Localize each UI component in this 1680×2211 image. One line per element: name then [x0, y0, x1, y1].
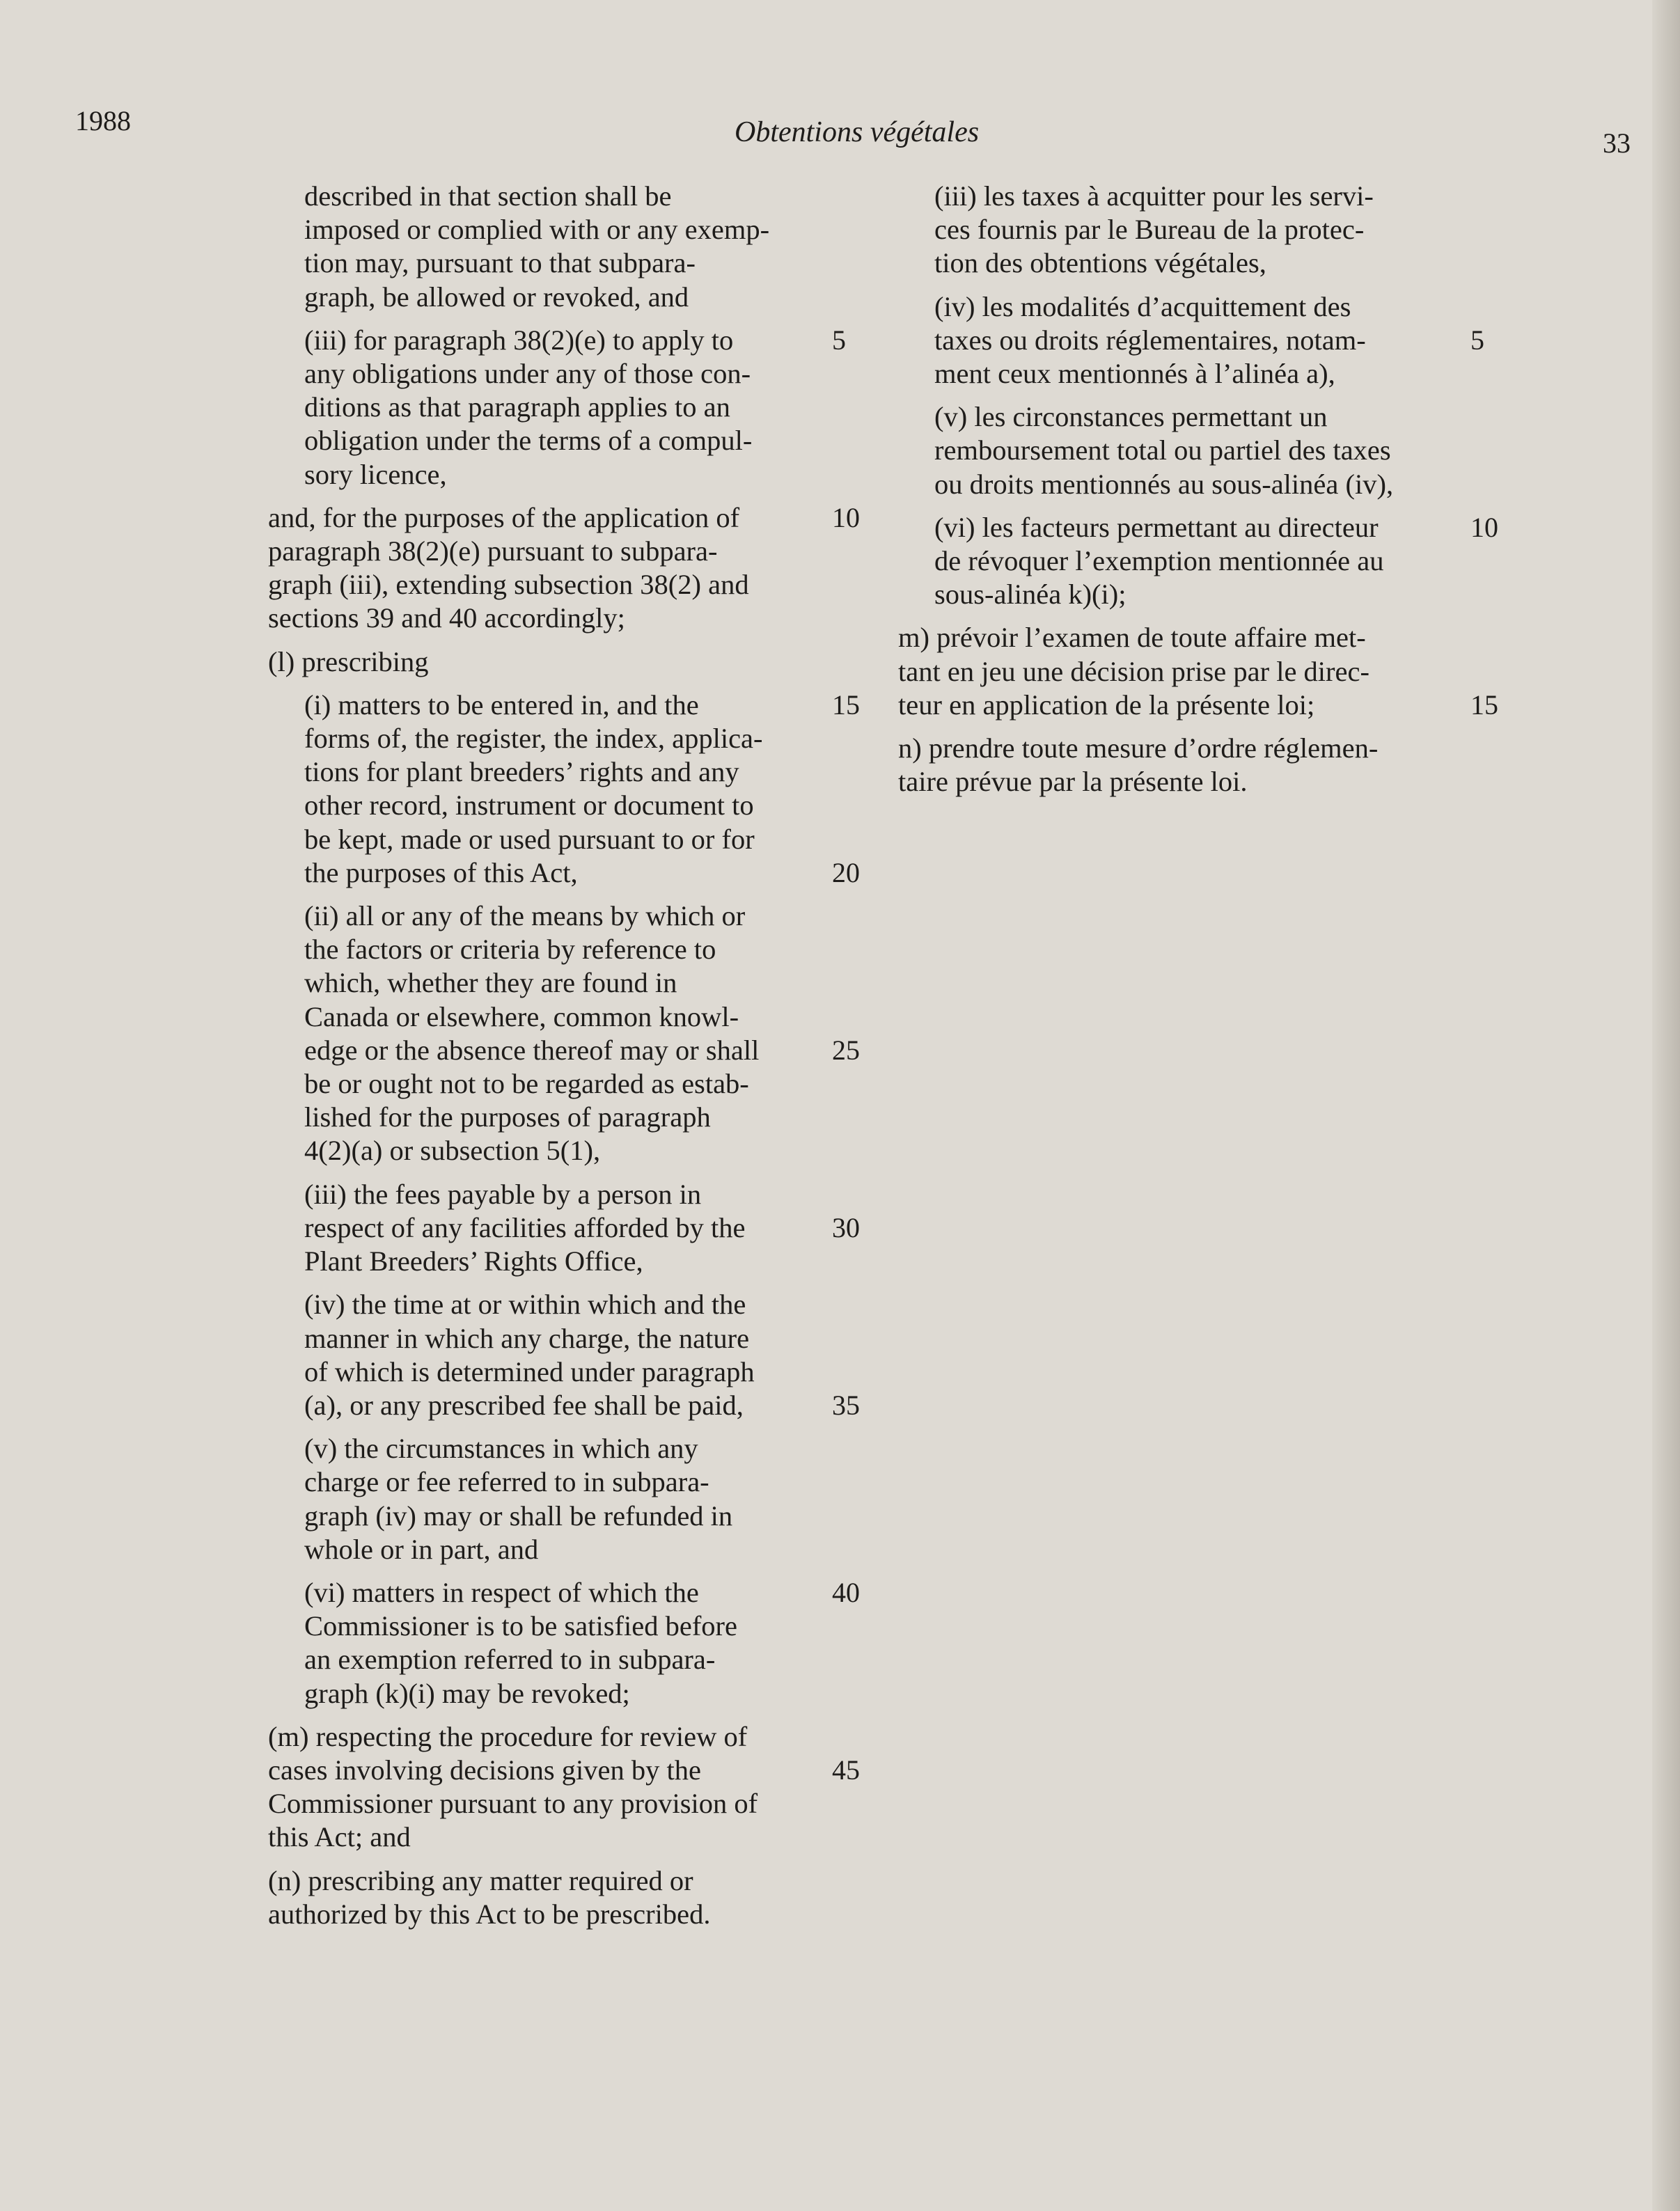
text-line [268, 535, 825, 568]
line-text: (l) prescribing [268, 645, 429, 677]
line-number: 45 [832, 1754, 860, 1786]
text-line [304, 1000, 825, 1034]
line-text: taire prévue par la présente loi. [898, 766, 1248, 798]
line-number: 5 [832, 324, 846, 356]
line-text: (vi) les facteurs permettant au directeur [934, 511, 1379, 543]
english-paragraph [268, 899, 860, 1168]
line-number: 20 [832, 856, 860, 888]
line-text: (v) les circonstances permettant un [934, 401, 1328, 433]
english-paragraph [268, 1720, 860, 1855]
text-line [934, 511, 1498, 544]
text-line [268, 1898, 825, 1931]
text-line [304, 823, 825, 856]
text-line [304, 755, 825, 789]
text-line [934, 544, 1455, 578]
line-text: manner in which any charge, the nature [304, 1322, 750, 1354]
text-line [268, 1754, 860, 1787]
line-text: graph (k)(i) may be revoked; [304, 1677, 630, 1709]
line-text: this Act; and [268, 1821, 411, 1853]
line-text: 4(2)(a) or subsection 5(1), [304, 1135, 601, 1167]
line-text: tion des obtentions végétales, [934, 247, 1266, 279]
line-text: (iii) les taxes à acquitter pour les servi- [934, 180, 1374, 212]
line-text: (iii) the fees payable by a person in [304, 1178, 702, 1210]
text-line [898, 689, 1498, 722]
line-text: described in that section shall be [304, 180, 672, 212]
line-text: Canada or elsewhere, common knowl- [304, 1000, 739, 1032]
text-line [304, 689, 860, 722]
text-line [304, 180, 825, 213]
english-paragraph [268, 1864, 825, 1931]
line-text: be kept, made or used pursuant to or for [304, 823, 755, 855]
text-line [304, 1211, 860, 1245]
french-paragraph [898, 400, 1455, 501]
text-line [304, 1500, 825, 1533]
line-text: tions for plant breeders’ rights and any [304, 756, 739, 788]
text-line [304, 1245, 825, 1278]
line-text: an exemption referred to in subpara- [304, 1644, 716, 1676]
line-text: (m) respecting the procedure for review of [268, 1720, 748, 1752]
text-line [268, 1720, 825, 1754]
line-text: graph (iv) may or shall be refunded in [304, 1500, 733, 1532]
running-head-year: 1988 [75, 105, 131, 136]
text-line [304, 1178, 825, 1211]
line-text: authorized by this Act to be prescribed. [268, 1898, 711, 1930]
text-line [304, 391, 825, 424]
line-text: edge or the absence thereof may or shall [304, 1034, 760, 1066]
text-line [304, 789, 825, 822]
line-number: 40 [832, 1576, 860, 1608]
line-text: Commissioner is to be satisfied before [304, 1610, 738, 1642]
line-text: other record, instrument or document to [304, 789, 754, 821]
text-line [304, 324, 846, 357]
text-line [304, 213, 825, 246]
running-head-title: Obtentions végétales [735, 116, 980, 148]
french-paragraph [898, 621, 1498, 722]
line-text: ditions as that paragraph applies to an [304, 391, 730, 423]
text-line [268, 601, 825, 635]
text-line [898, 765, 1455, 798]
line-text: graph, be allowed or revoked, and [304, 281, 689, 313]
line-text: cases involving decisions given by the [268, 1754, 702, 1786]
text-line [304, 1432, 825, 1465]
line-number: 35 [832, 1389, 860, 1421]
line-text: respect of any facilities afforded by the [304, 1211, 746, 1243]
line-text: Plant Breeders’ Rights Office, [304, 1245, 643, 1277]
line-text: whole or in part, and [304, 1533, 539, 1565]
line-number: 10 [832, 501, 860, 533]
line-text: any obligations under any of those con- [304, 358, 751, 390]
text-line [304, 1643, 825, 1676]
text-line [934, 434, 1455, 467]
line-text: lished for the purposes of paragraph [304, 1101, 711, 1133]
line-text: sous-alinéa k)(i); [934, 579, 1126, 611]
text-line [304, 1576, 860, 1610]
line-text: (ii) all or any of the means by which or [304, 900, 746, 932]
text-line [304, 1034, 860, 1067]
text-line [934, 290, 1455, 324]
line-text: (a), or any prescribed fee shall be paid, [304, 1389, 744, 1421]
line-text: the purposes of this Act, [304, 856, 578, 888]
text-line [304, 933, 825, 966]
english-paragraph [268, 689, 860, 890]
line-text: forms of, the register, the index, applica- [304, 723, 763, 755]
line-text: ment ceux mentionnés à l’alinéa a), [934, 358, 1335, 390]
line-text: (n) prescribing any matter required or [268, 1864, 693, 1896]
text-line [304, 1134, 825, 1167]
text-line [898, 732, 1455, 765]
english-text-column [268, 180, 860, 1941]
line-text: teur en application de la présente loi; [898, 689, 1315, 721]
line-text: m) prévoir l’examen de toute affaire met- [898, 622, 1366, 654]
text-line [934, 357, 1455, 391]
text-line [268, 1820, 825, 1854]
text-line [268, 645, 825, 679]
line-text: sections 39 and 40 accordingly; [268, 602, 625, 634]
text-line [268, 568, 825, 601]
text-line [934, 578, 1455, 611]
line-text: paragraph 38(2)(e) pursuant to subpara- [268, 535, 718, 567]
text-line [304, 722, 825, 755]
line-text: tion may, pursuant to that subpara- [304, 247, 696, 279]
line-text: obligation under the terms of a compul- [304, 425, 753, 457]
french-paragraph [898, 290, 1484, 391]
text-line [268, 501, 860, 535]
text-line [304, 1465, 825, 1499]
line-number: 5 [1470, 324, 1484, 356]
text-line [934, 213, 1455, 246]
english-paragraph [268, 1432, 825, 1566]
line-text: (iv) les modalités d’acquittement des [934, 290, 1351, 322]
text-line [304, 1067, 825, 1101]
text-line [898, 621, 1455, 654]
french-paragraph [898, 511, 1498, 612]
text-line [304, 1355, 825, 1389]
line-text: and, for the purposes of the application of [268, 501, 740, 533]
text-line [268, 1864, 825, 1898]
text-line [304, 357, 825, 391]
text-line [934, 246, 1455, 280]
english-paragraph [268, 645, 825, 679]
text-line [304, 1322, 825, 1355]
line-text: remboursement total ou partiel des taxes [934, 434, 1391, 466]
line-text: (v) the circumstances in which any [304, 1433, 698, 1465]
line-text: ces fournis par le Bureau de la protec- [934, 214, 1365, 246]
line-text: taxes ou droits réglementaires, notam- [934, 324, 1366, 356]
line-text: ou droits mentionnés au sous-alinéa (iv), [934, 468, 1394, 500]
english-paragraph [268, 324, 846, 491]
text-line [304, 1389, 860, 1422]
text-line [304, 856, 860, 890]
text-line [934, 180, 1455, 213]
text-line [304, 424, 825, 457]
line-text: (iv) the time at or within which and the [304, 1289, 746, 1321]
line-text: Commissioner pursuant to any provision of [268, 1788, 758, 1820]
french-text-column [898, 180, 1498, 808]
french-paragraph [898, 180, 1455, 281]
text-line [304, 899, 825, 933]
page-edge-shadow [1652, 0, 1680, 2211]
text-line [304, 1101, 825, 1134]
text-line [934, 468, 1455, 501]
line-text: (i) matters to be entered in, and the [304, 689, 699, 721]
text-line [304, 1533, 825, 1566]
page-number: 33 [1603, 127, 1631, 159]
line-text: of which is determined under paragraph [304, 1355, 755, 1387]
english-paragraph [268, 1288, 860, 1422]
text-line [304, 458, 825, 491]
line-number: 30 [832, 1211, 860, 1243]
line-text: be or ought not to be regarded as estab- [304, 1068, 749, 1100]
line-text: tant en jeu une décision prise par le direc- [898, 655, 1369, 687]
line-text: imposed or complied with or any exemp- [304, 214, 770, 246]
text-line [304, 246, 825, 280]
text-line [934, 400, 1455, 434]
line-text: the factors or criteria by reference to [304, 934, 716, 966]
line-text: (vi) matters in respect of which the [304, 1576, 699, 1608]
line-text: (iii) for paragraph 38(2)(e) to apply to [304, 324, 734, 356]
french-paragraph [898, 732, 1455, 798]
line-text: sory licence, [304, 458, 447, 490]
text-line [898, 655, 1455, 689]
text-line [304, 1677, 825, 1710]
text-line [304, 1288, 825, 1321]
line-number: 10 [1470, 511, 1498, 543]
english-paragraph [268, 1178, 860, 1279]
line-text: n) prendre toute mesure d’ordre réglemen- [898, 732, 1379, 764]
text-line [304, 966, 825, 1000]
text-line [934, 324, 1484, 357]
line-number: 15 [832, 689, 860, 721]
text-line [304, 281, 825, 314]
english-paragraph [268, 1576, 860, 1710]
line-number: 15 [1470, 689, 1498, 721]
line-text: graph (iii), extending subsection 38(2) and [268, 569, 749, 601]
text-line [304, 1610, 825, 1643]
line-text: charge or fee referred to in subpara- [304, 1466, 709, 1498]
text-line [268, 1787, 825, 1820]
line-text: de révoquer l’exemption mentionnée au [934, 545, 1384, 577]
line-text: which, whether they are found in [304, 967, 677, 999]
english-paragraph [268, 501, 860, 636]
english-paragraph [268, 180, 825, 314]
line-number: 25 [832, 1034, 860, 1066]
